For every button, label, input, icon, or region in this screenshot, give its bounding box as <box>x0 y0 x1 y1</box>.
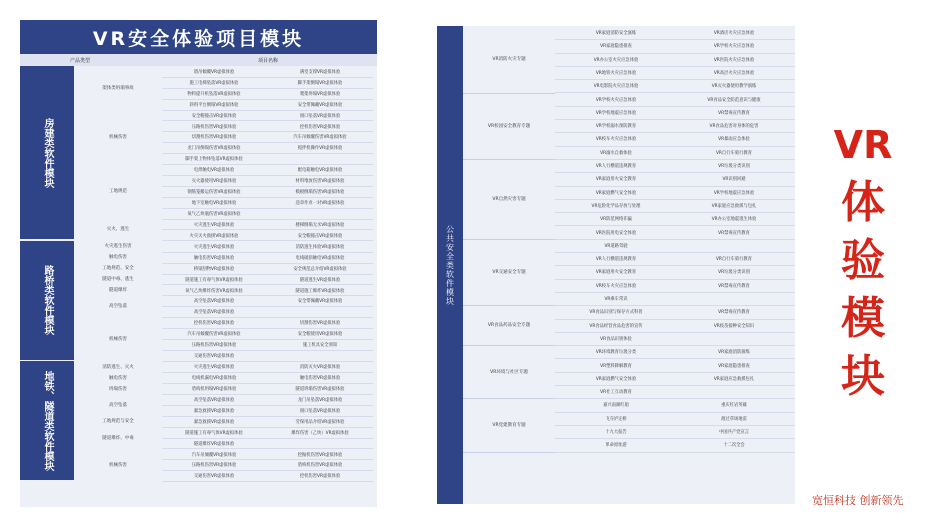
table-row <box>555 345 795 359</box>
table-cell: VR家庭应急救援包扎 <box>713 376 755 382</box>
table-cell: VR学校火灾应急体验 <box>713 44 755 50</box>
table-cell: 洞口坠落VR虚拟体验 <box>299 408 341 414</box>
table-cell: VR食品识别体验 <box>600 336 632 342</box>
table-cell: 龙门吊坠落VR虚拟体验 <box>297 398 343 403</box>
table-cell: VR疫苗接种安全知识 <box>713 323 755 329</box>
big-title-line2: 体验 <box>841 177 885 286</box>
subgroup-label: VR校园安全教育专题 <box>463 93 555 161</box>
table-cell: VR家庭燃气安全体验 <box>595 376 637 382</box>
subgroup-label: 机械伤害 <box>109 134 127 140</box>
table-cell: 交通伤害VR虚拟体验 <box>193 353 235 359</box>
table-row <box>555 252 795 266</box>
table-cell: 桥梁刮物VR虚拟体验 <box>193 266 235 272</box>
big-title-line3: 模块 <box>841 293 885 402</box>
table-cell: 斜料平台倒塌VR虚拟体验 <box>189 102 239 108</box>
table-cell: 钢筋笼搬运伤害VR虚拟体验 <box>187 189 241 195</box>
table-cell: 火灾逃生VR虚拟体验 <box>193 244 235 250</box>
table-cell: 挖机伤害VR虚拟体验 <box>299 474 341 480</box>
table-cell: 龙门吊倒塌伤害VR虚拟体验 <box>187 146 241 152</box>
table-cell: 汽车吊倾覆伤害VR虚拟体验 <box>293 135 347 141</box>
table-cell: 脚手架倒塌VR虚拟体验 <box>297 80 343 86</box>
category-label: 路桥类软件模块 <box>20 241 74 360</box>
table-row <box>555 412 795 426</box>
table-cell: VR电影院火灾应急体验 <box>593 84 639 90</box>
table-cell: VR家庭消防演练 <box>718 350 750 356</box>
table-row <box>555 132 795 146</box>
table-row <box>555 106 795 120</box>
table-row <box>555 319 795 333</box>
subgroup-label: VR自然灾害专题 <box>463 159 555 240</box>
table-cell: 电线破损触电VR虚拟体验 <box>295 255 345 261</box>
subgroup-label: 触电伤害 <box>109 255 127 261</box>
table-cell: 模板倒塌伤害VR虚拟体验 <box>295 189 345 195</box>
table-cell: 切割机伤害VR虚拟体验 <box>191 135 237 141</box>
subgroup-label: 坍塌伤害 <box>109 386 127 392</box>
table-cell: VR酒店火灾应急体验 <box>713 31 755 36</box>
subgroup-label: 工地规范与安全 <box>102 419 134 425</box>
table-cell: VR防范网络诈骗 <box>600 217 632 223</box>
table-cell: VR人行横道违规教育 <box>595 257 637 263</box>
table-cell: VR食品安全防范意识与健康 <box>707 97 761 103</box>
table-cell: 压路机伤害VR虚拟体验 <box>191 343 237 348</box>
table-row <box>162 350 373 362</box>
table-cell: 火灾逃生VR虚拟体验 <box>193 365 235 371</box>
table-cell: VR家庭用火安全教育 <box>595 270 637 276</box>
table-cell: 洞口坠落VR虚拟体验 <box>299 113 341 119</box>
table-cell: 满堂支撑VR虚拟体验 <box>299 70 341 75</box>
subgroup-label: 工地规范、安全 <box>102 266 134 272</box>
table-cell: VR垃圾分类识别 <box>718 164 750 169</box>
table-row <box>555 199 795 213</box>
table-row <box>555 39 795 53</box>
table-cell: 紧急救援VR虚拟体验 <box>193 419 235 425</box>
subgroup-label: 灭火、逃生 <box>106 227 130 233</box>
table-cell: 挖掘机伤害VR虚拟体验 <box>297 452 343 458</box>
table-cell: 氧气乙炔爆炸伤害VR虚拟体验 <box>185 288 243 294</box>
table-cell: 消防逃生体验VR虚拟体验 <box>295 244 345 250</box>
left-table-header <box>20 54 377 66</box>
table-cell: 压路机伤害VR虚拟体验 <box>191 124 237 130</box>
table-cell: 消防灭火VR虚拟体验 <box>299 365 341 371</box>
table-cell: VR地铁火灾应急体验 <box>595 70 637 76</box>
table-cell: 安全带佩戴VR虚拟体验 <box>297 299 343 305</box>
table-cell: VR垃圾分类识别 <box>718 270 750 276</box>
table-row <box>555 332 795 346</box>
table-row <box>555 159 795 173</box>
table-cell: VR学校地震应急体验 <box>713 190 755 196</box>
big-title <box>818 116 908 406</box>
table-cell: 电焊触电VR虚拟体验 <box>193 168 235 174</box>
table-cell: 安全帽使用VR虚拟体验 <box>297 332 343 338</box>
table-cell: 触电伤害VR虚拟体验 <box>299 376 341 382</box>
left-table-title: VR安全体验项目模块 <box>20 20 377 54</box>
table-cell: VR塑料降解教育 <box>600 363 632 369</box>
subgroup-label: VR党建教育专题 <box>463 398 555 452</box>
table-row <box>162 230 373 242</box>
table-cell: 汽车吊倾覆伤害VR虚拟体验 <box>187 332 241 338</box>
table-cell: 劳保用品介绍VR虚拟体验 <box>295 419 345 425</box>
table-row <box>555 359 795 373</box>
table-cell: 配电箱触电VR虚拟体验 <box>297 168 343 174</box>
table-row <box>555 372 795 386</box>
table-row <box>555 66 795 80</box>
table-cell: VR家庭隐患排查 <box>718 363 750 369</box>
big-title-module <box>818 290 908 406</box>
subgroup-label: 机械伤害 <box>109 462 127 468</box>
table-cell: 火灾灭火救援VR虚拟体验 <box>189 233 239 239</box>
table-cell: VR道路驾驶 <box>604 243 628 249</box>
header-project: 项目名称 <box>258 58 279 64</box>
table-cell: 重庆红岩英雄 <box>721 403 747 409</box>
table-cell: 高空坠落VR虚拟体验 <box>193 310 235 316</box>
table-cell: 安全带佩戴VR虚拟体验 <box>297 102 343 108</box>
table-cell: 施工电梯坠落VR虚拟体验 <box>189 80 239 86</box>
table-cell: 高空坠落VR虚拟体验 <box>193 398 235 403</box>
table-cell: 盾构机伤害VR虚拟体验 <box>297 463 343 469</box>
table-cell: 爬架坍塌VR虚拟体验 <box>299 91 341 97</box>
table-cell: VR暴雨应急体验 <box>718 137 750 143</box>
table-cell: VR食品危害对身体的危害 <box>709 124 759 130</box>
table-row <box>555 438 795 452</box>
table-cell: 塔吊倾覆VR虚拟体验 <box>193 70 235 75</box>
table-cell: 飞夺泸定桥 <box>605 416 627 422</box>
table-cell: 材料堆放伤害VR虚拟体验 <box>295 179 345 184</box>
subgroup-label: VR交通安全专题 <box>463 239 555 307</box>
subgroup-label: 工地规范 <box>109 189 127 195</box>
table-cell: VR乘车常识 <box>604 297 628 302</box>
table-cell: 安全规范总介绍VR虚拟体验 <box>293 266 347 272</box>
big-title-experience <box>818 174 908 290</box>
table-cell: 搅拌机操作VR虚拟体验 <box>297 146 343 152</box>
right-category-label: 公共安全类软件模块 <box>437 26 463 504</box>
table-cell: VR禁毒宣传教育 <box>718 110 750 116</box>
table-cell: VR医院用电安全体验 <box>595 230 637 236</box>
table-cell: 十二次全会 <box>723 443 745 449</box>
table-cell: VR禁毒宣传教育 <box>718 283 750 289</box>
table-row <box>555 172 795 186</box>
right-table-panel <box>437 26 795 504</box>
table-cell: 压路机伤害VR虚拟体验 <box>191 463 237 469</box>
table-cell: VR家庭燃气安全体验 <box>595 190 637 196</box>
table-cell: 革命原址游 <box>605 443 627 449</box>
table-cell: 隧道逃生VR虚拟体验 <box>299 277 341 283</box>
table-cell: 交通伤害VR虚拟体验 <box>193 474 235 480</box>
table-cell: VR办公室地震逃生体验 <box>711 217 757 223</box>
subgroup-label: 架体类坍塌事故 <box>102 85 134 91</box>
subgroup-label: 触电伤害 <box>109 375 127 381</box>
table-cell: 挖机伤害VR虚拟体验 <box>299 124 341 130</box>
table-row <box>555 425 795 439</box>
table-cell: 安全帽撞击VR虚拟体验 <box>191 113 237 119</box>
table-cell: 渡过草场地雷 <box>721 416 747 422</box>
table-cell: 楼梯倒塌无水VR虚拟体验 <box>295 222 345 228</box>
table-cell: 汽车吊倾覆VR虚拟体验 <box>191 452 237 458</box>
table-cell: 氧气乙炔瓶伤害VR虚拟体验 <box>187 211 241 217</box>
table-row <box>162 470 373 482</box>
table-cell: 隧道爆炸VR虚拟体验 <box>193 441 235 447</box>
table-cell: 切割伤害VR虚拟体验 <box>299 321 341 327</box>
table-cell: 盾构机坍塌VR虚拟体验 <box>191 387 237 393</box>
table-cell: 地下室触电VR虚拟体验 <box>191 200 237 206</box>
table-cell: 违章作业一对VR虚拟体验 <box>295 200 345 206</box>
category-label: 房建类软件模块 <box>20 66 74 239</box>
table-cell: VR禁毒宣传教育 <box>718 230 750 236</box>
table-cell: VR食品识别与保存方式科普 <box>589 310 643 316</box>
left-table-panel <box>20 20 377 507</box>
table-cell: VR食品经营食品危害的宣传 <box>589 323 643 329</box>
table-row <box>555 26 795 40</box>
subgroup-label: 机械伤害 <box>109 336 127 342</box>
category-label: 地铁、隧道类软件模块 <box>20 361 74 480</box>
table-cell: VR溺水自救体验 <box>600 150 632 156</box>
subgroup-label: VR消防火灾专题 <box>463 26 555 94</box>
table-row <box>555 93 795 107</box>
table-cell: 隧道施工有毒气体VR虚拟体验 <box>185 277 243 283</box>
subgroup-label: 隧道爆炸、中毒 <box>102 435 134 441</box>
table-cell: 安全帽撞击VR虚拟体验 <box>297 233 343 239</box>
table-cell: VR家庭隐患排查 <box>600 44 632 50</box>
table-row <box>555 226 795 240</box>
table-row <box>555 146 795 160</box>
table-cell: VR家庭应急救援与包扎 <box>711 203 757 209</box>
table-cell: 脚手架上物体坠落VR虚拟体验 <box>185 157 243 163</box>
table-cell: VR家庭用火安全教育 <box>595 177 637 183</box>
table-cell: VR学校溺水预防教育 <box>595 124 637 130</box>
subgroup-label: VR环境与社区专题 <box>463 345 555 399</box>
table-cell: VR环境教育垃圾分类 <box>595 350 637 356</box>
subgroup-label: 高空坠落 <box>109 402 127 408</box>
table-cell: VR社工互动教育 <box>600 390 632 396</box>
table-cell: VR医院火灾应急体验 <box>713 57 755 63</box>
table-cell: 触电伤害VR虚拟体验 <box>193 255 235 261</box>
table-row <box>555 239 795 253</box>
subgroup-label: 隧道爆炸 <box>109 287 127 293</box>
table-cell: VR高层火灾应急体验 <box>713 70 755 76</box>
table-cell: 施工机具安全须知 <box>302 343 338 348</box>
table-cell: 火灾逃生VR虚拟体验 <box>193 222 235 228</box>
table-cell: 高空坠落VR虚拟体验 <box>193 299 235 305</box>
table-cell: 中国共产党宣言 <box>718 430 750 435</box>
subgroup-label: 火灾逃生伤害 <box>104 244 132 250</box>
table-row <box>555 212 795 226</box>
table-cell: VR灭火器使用教学演练 <box>711 84 757 90</box>
brand-slogan: 宽恒科技 创新领先 <box>812 494 904 507</box>
table-cell: 隧道施工有毒气体VR虚拟体验 <box>185 430 243 436</box>
subgroup-label: VR食品药品安全专题 <box>463 305 555 346</box>
big-title-vr: VR <box>833 123 893 167</box>
table-cell: VR禁毒宣传教育 <box>718 310 750 316</box>
table-cell: VR自行车骑行教育 <box>715 257 752 263</box>
table-cell: 隧道坍塌伤害VR虚拟体验 <box>295 387 345 393</box>
subgroup-label: 高空坠落 <box>109 304 127 310</box>
header-category: 产品类型 <box>70 58 91 64</box>
table-row <box>555 398 795 412</box>
table-cell: VR家庭消防安全演练 <box>595 31 637 36</box>
table-cell: 紧急救援VR虚拟体验 <box>193 408 235 414</box>
table-row <box>555 279 795 293</box>
table-cell: VR校车火灾应急体验 <box>595 283 637 289</box>
table-cell: VR人行横道违规教育 <box>595 164 637 169</box>
table-cell: 电线机漏电VR虚拟体验 <box>191 376 237 382</box>
table-cell: 隧道施工爆炸VR虚拟体验 <box>295 288 345 294</box>
table-cell: 爆炸伤害（乙炔）VR虚拟体验 <box>291 430 349 436</box>
table-cell: VR识别回避 <box>722 177 746 183</box>
table-cell: 挖机伤害VR虚拟体验 <box>193 321 235 327</box>
table-row <box>555 385 795 399</box>
table-row <box>555 305 795 319</box>
subgroup-label: 消防逃生、灭火 <box>102 364 134 370</box>
table-row <box>555 186 795 200</box>
table-row <box>555 292 795 306</box>
table-cell: VR自行车骑行教育 <box>715 150 752 156</box>
table-row <box>555 119 795 133</box>
table-cell: VR学校火灾应急体验 <box>595 97 637 103</box>
table-cell: VR危险化学品存放与处理 <box>591 203 641 209</box>
table-cell: 嘉兴南湖红船 <box>603 403 629 409</box>
table-cell: VR校车火灾应急体验 <box>595 137 637 143</box>
table-row <box>555 79 795 93</box>
table-cell: VR办公室火灾应急体验 <box>593 57 639 63</box>
table-row <box>555 53 795 67</box>
table-cell: 灭火器使用VR虚拟体验 <box>191 179 237 184</box>
table-cell: 物料提升机坠落VR虚拟体验 <box>187 91 241 97</box>
table-cell: 十九大报告 <box>605 430 627 435</box>
subgroup-label: 隧道中毒、逃生 <box>102 277 134 283</box>
table-row <box>555 265 795 279</box>
table-cell: VR学校地震应急体验 <box>595 110 637 116</box>
